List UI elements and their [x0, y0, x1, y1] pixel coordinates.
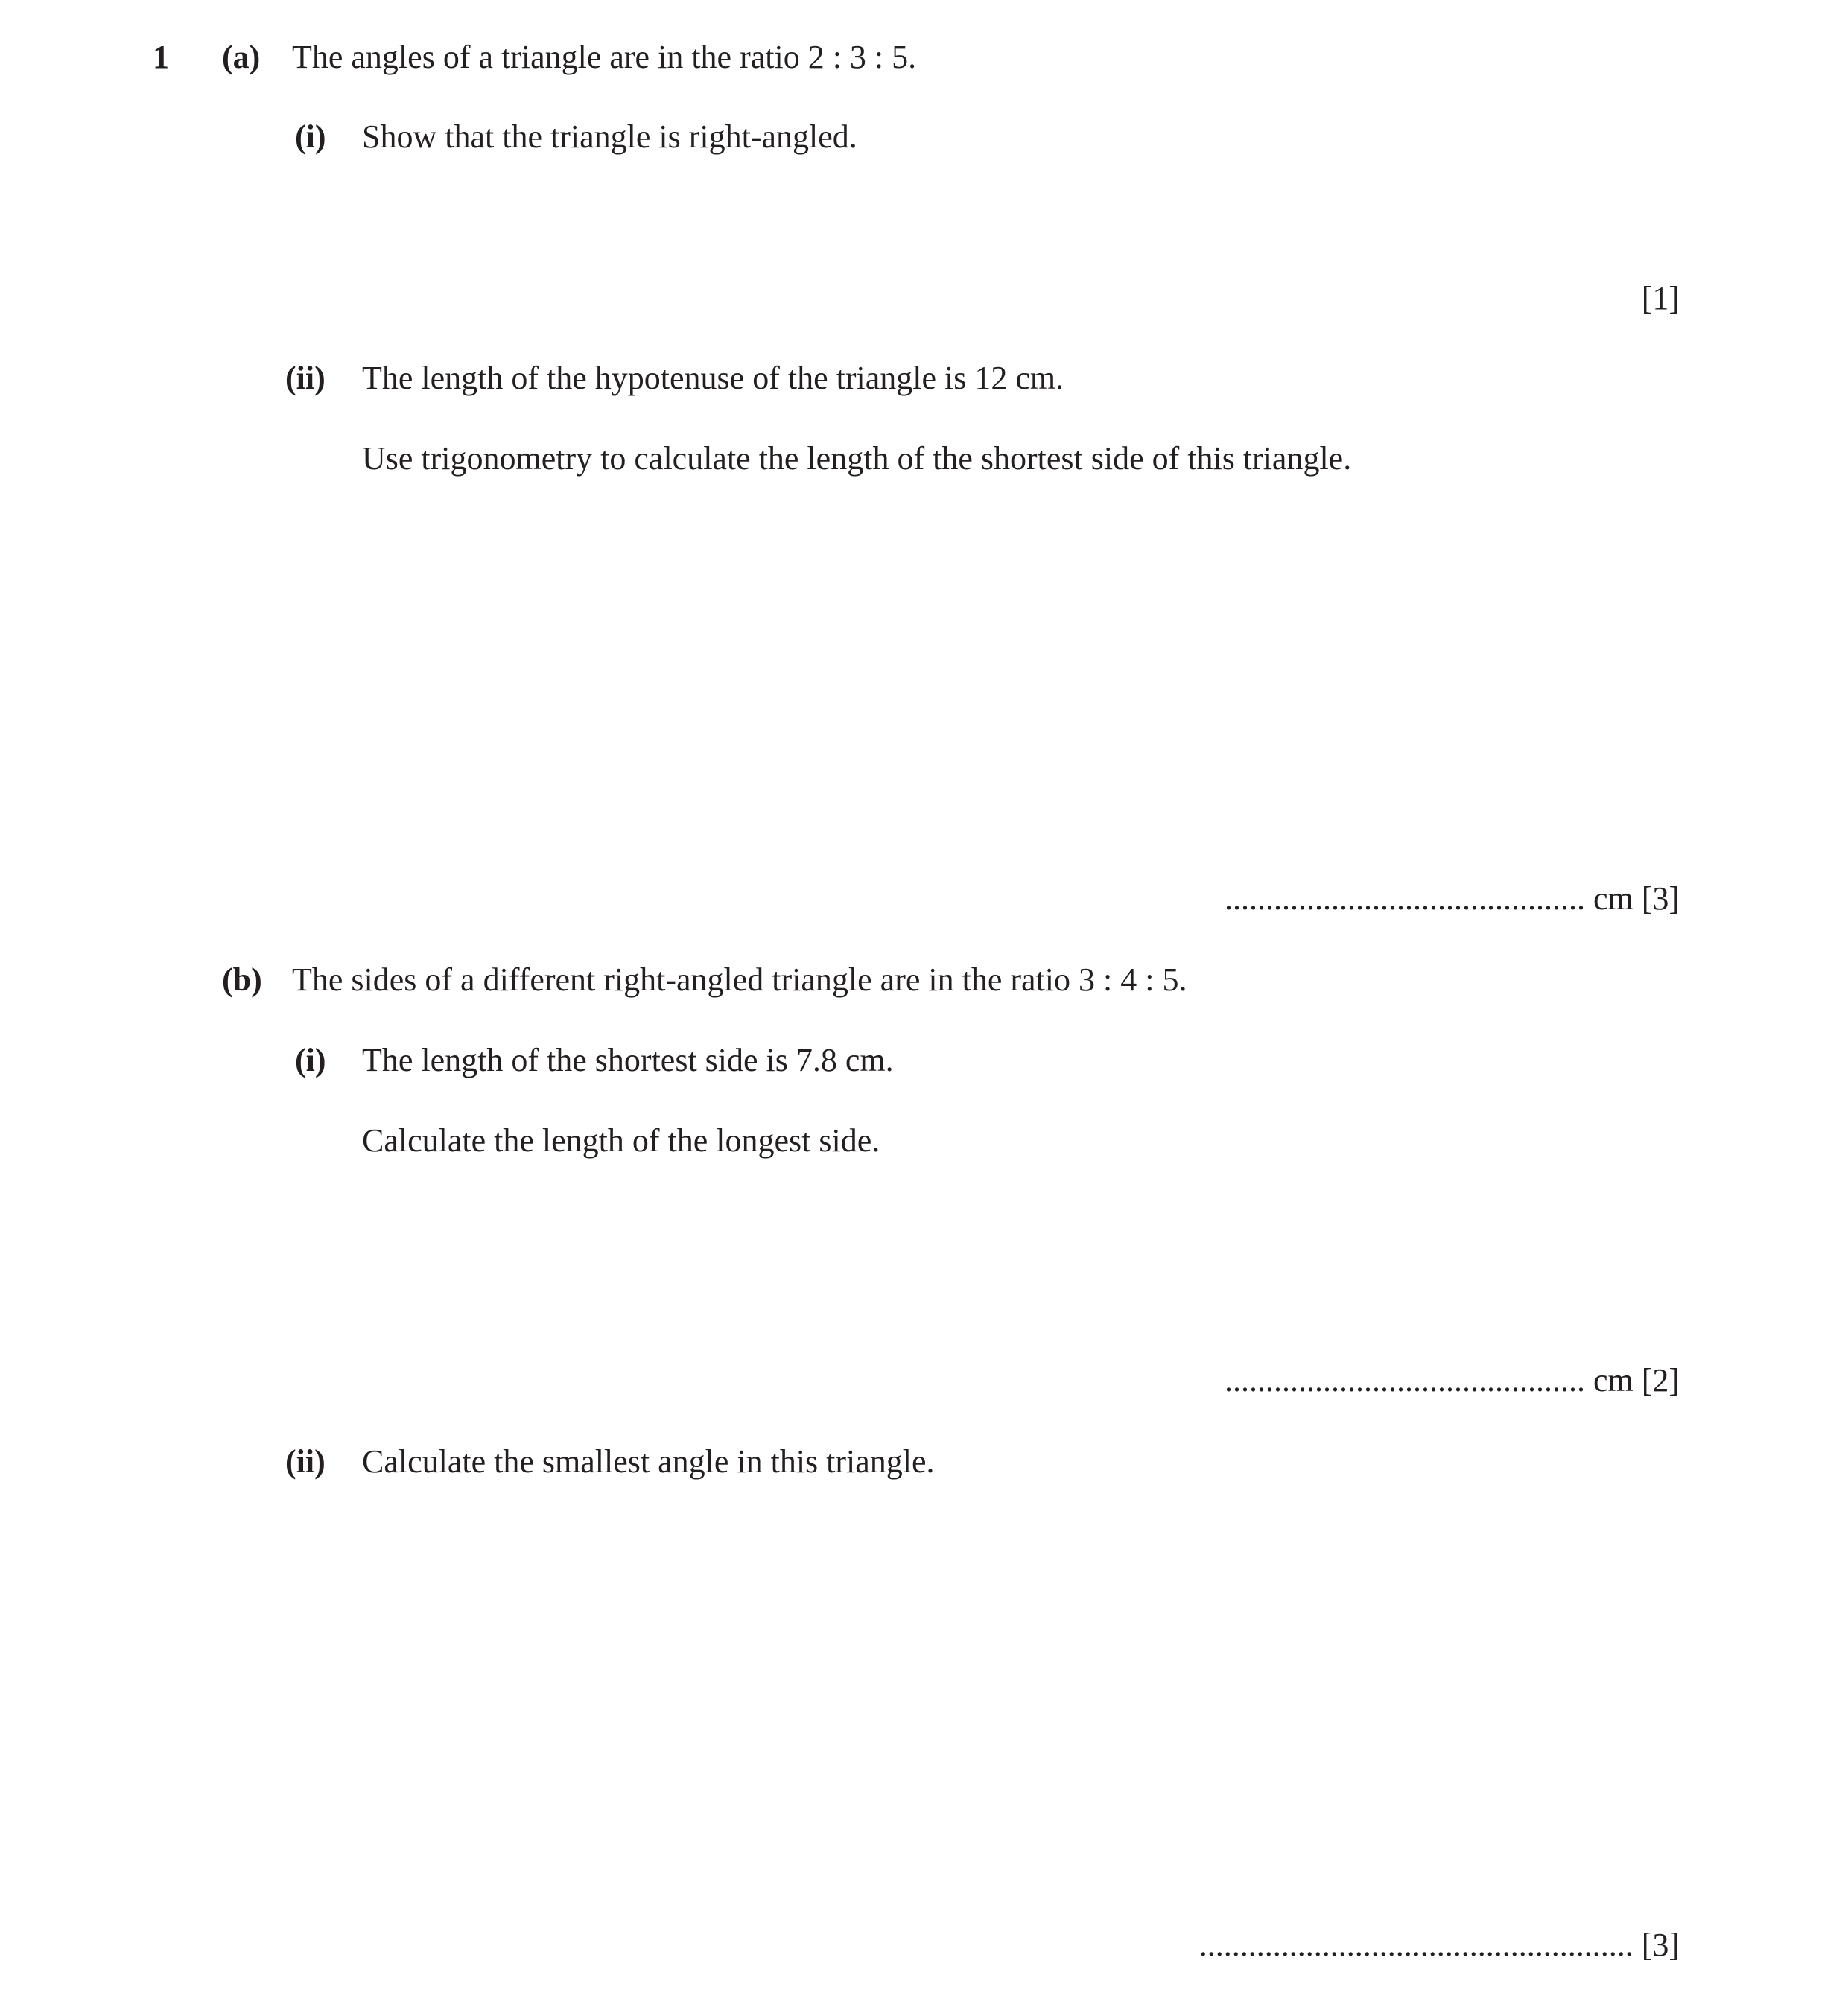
part-b-ii-text: Calculate the smallest angle in this triangle. — [362, 1443, 935, 1480]
part-a-i-marks: [1] — [1641, 280, 1680, 317]
part-b-i-label: (i) — [295, 1042, 326, 1078]
part-b-stem: The sides of a different right-angled triangle are in the ratio 3 : 4 : 5. — [292, 961, 1187, 998]
part-b-i-text2: Calculate the length of the longest side. — [362, 1122, 880, 1159]
part-a-i-text: Show that the triangle is right-angled. — [362, 118, 857, 155]
part-a-ii-text2: Use trigonometry to calculate the length of the shortest side of this triangle. — [362, 440, 1352, 477]
question-number: 1 — [153, 39, 169, 75]
part-b-ii-label: (ii) — [285, 1443, 326, 1480]
part-b-i-answer-line[interactable]: ............................................ cm [2] — [1224, 1362, 1680, 1399]
part-a-i-label: (i) — [295, 118, 326, 155]
part-a-ii-label: (ii) — [285, 360, 326, 396]
part-b-i-text1: The length of the shortest side is 7.8 cm. — [362, 1042, 894, 1078]
part-a-stem: The angles of a triangle are in the ratio 2 : 3 : 5. — [292, 39, 917, 75]
part-b-ii-answer-line[interactable]: ..................................................... [3] — [1198, 1927, 1680, 1963]
part-a-ii-answer-line[interactable]: ............................................ cm [3] — [1224, 880, 1680, 917]
part-b-label: (b) — [222, 961, 262, 998]
part-a-label: (a) — [222, 39, 261, 75]
part-a-ii-text1: The length of the hypotenuse of the triangle is 12 cm. — [362, 360, 1064, 396]
